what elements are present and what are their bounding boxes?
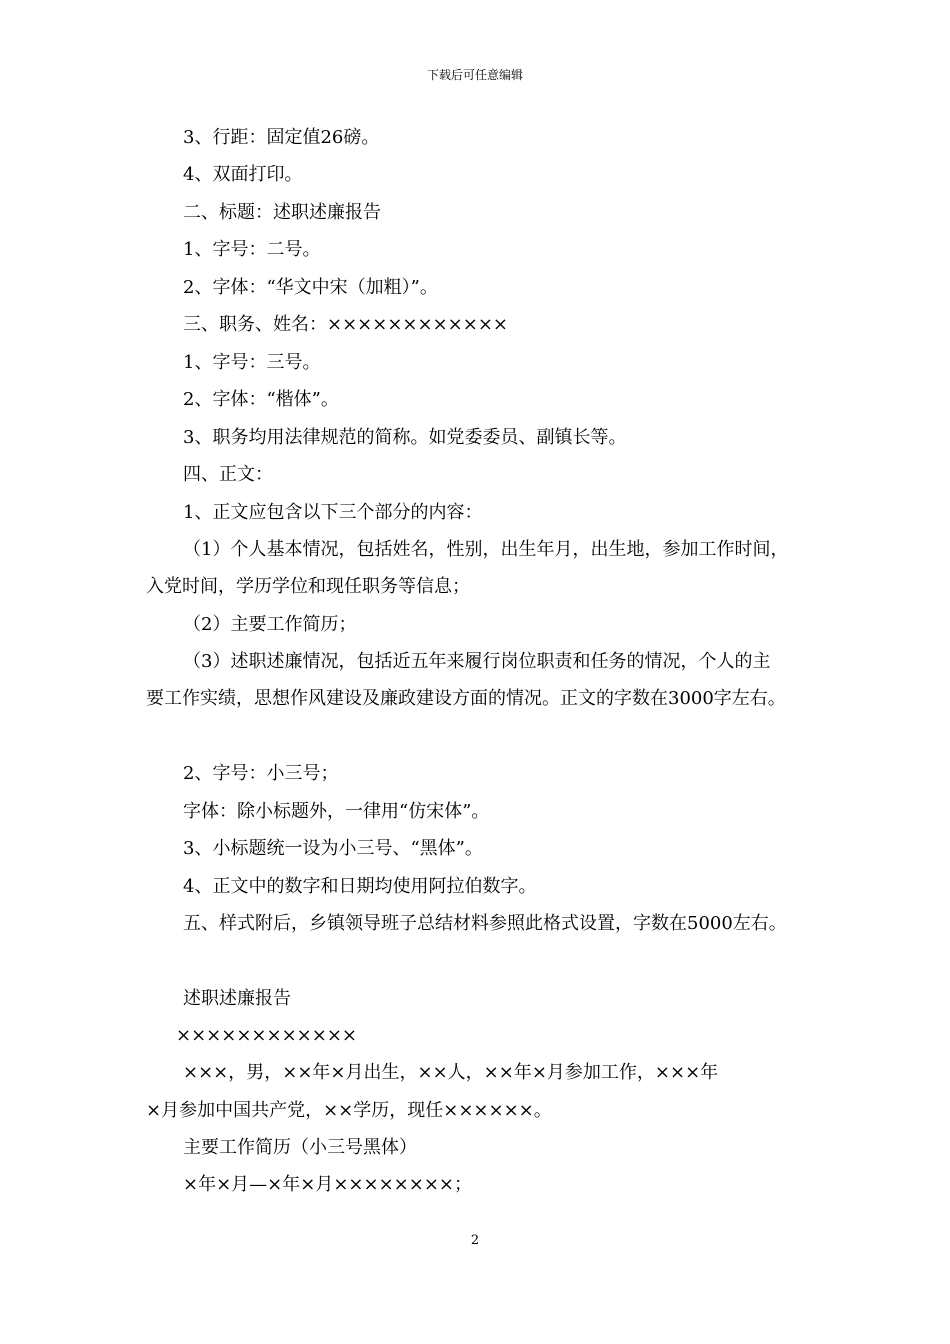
sample-title: 述职述廉报告 [183, 988, 291, 1009]
text-line: 1、字号：三号。 [183, 352, 321, 373]
sample-name: ×××××××××××× [176, 1025, 357, 1046]
text-line: 1、字号：二号。 [183, 239, 321, 260]
text-line: 字体：除小标题外，一律用“仿宋体”。 [183, 801, 490, 822]
text-line: 3、小标题统一设为小三号、“黑体”。 [183, 838, 483, 859]
text-line: 3、行距：固定值26磅。 [183, 127, 380, 148]
text-line: 1、正文应包含以下三个部分的内容： [183, 502, 483, 523]
page-header: 下载后可任意编辑 [426, 68, 523, 82]
text-line: 2、字号：小三号； [183, 763, 339, 784]
page-number: 2 [470, 1233, 480, 1248]
text-line: 4、正文中的数字和日期均使用阿拉伯数字。 [183, 876, 537, 897]
section-heading: 五、样式附后，乡镇领导班子总结材料参照此格式设置，字数在5000左右。 [183, 913, 787, 934]
text-line: 4、双面打印。 [183, 164, 303, 185]
text-line: ×月参加中国共产党，××学历，现任××××××。 [146, 1100, 552, 1121]
text-line: 3、职务均用法律规范的简称。如党委委员、副镇长等。 [183, 427, 627, 448]
text-line: 2、字体：“楷体”。 [183, 389, 339, 410]
text-line: ×××，男，××年×月出生，××人，××年×月参加工作，×××年 [183, 1062, 719, 1083]
text-line: 入党时间，学历学位和现任职务等信息； [146, 576, 470, 597]
section-heading: 三、职务、姓名：×××××××××××× [183, 314, 508, 335]
text-line: （2）主要工作简历； [183, 614, 357, 635]
text-line: 要工作实绩，思想作风建设及廉政建设方面的情况。正文的字数在3000字左右。 [146, 688, 786, 709]
text-line: 2、字体：“华文中宋（加粗）”。 [183, 277, 438, 298]
section-heading: 四、正文： [183, 464, 273, 485]
text-line: （3）述职述廉情况，包括近五年来履行岗位职责和任务的情况，个人的主 [183, 651, 771, 672]
text-line: ×年×月—×年×月××××××××； [183, 1174, 472, 1195]
sample-subheading: 主要工作简历（小三号黑体） [183, 1137, 417, 1158]
section-heading: 二、标题：述职述廉报告 [183, 202, 381, 223]
text-line: （1）个人基本情况，包括姓名，性别，出生年月，出生地，参加工作时间， [183, 539, 789, 560]
